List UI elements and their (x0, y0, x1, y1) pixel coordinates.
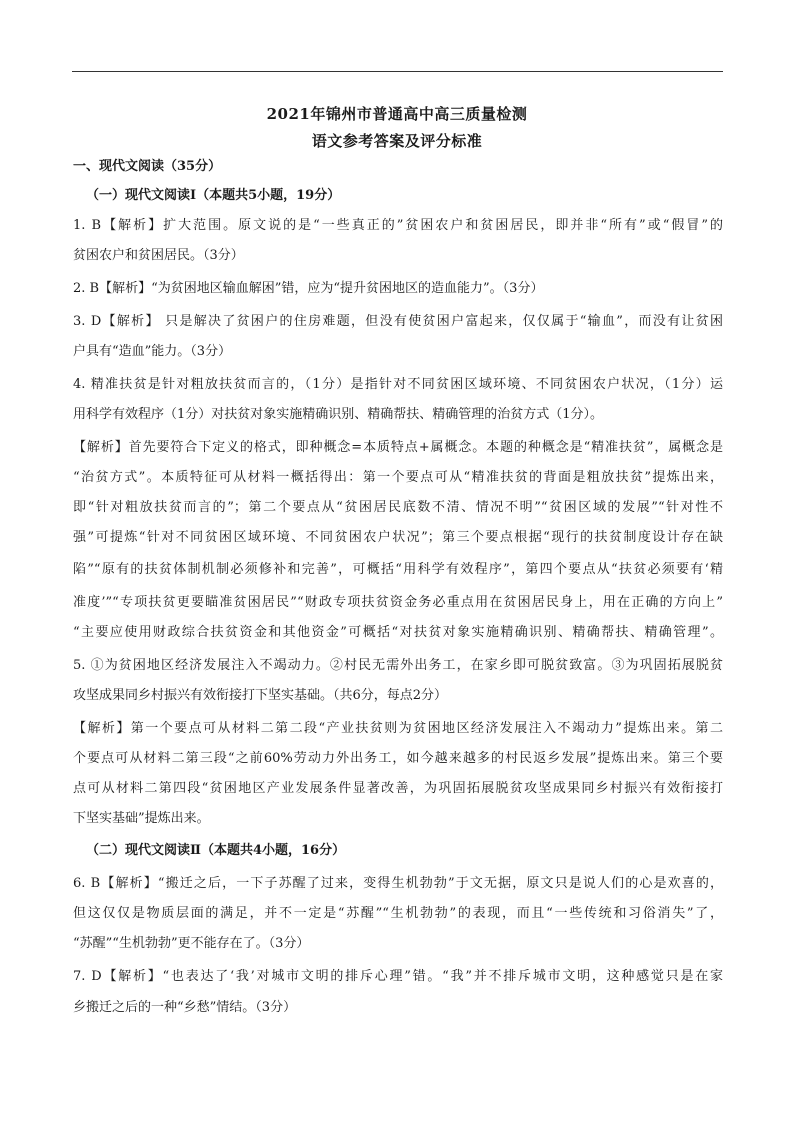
analysis-line: 即“针对粗放扶贫而言的”；第二个要点从“贫困居民底数不清、情况不明”“贫困区域的发展”“针对性不 (73, 500, 723, 515)
analysis-line: 准度’”“专项扶贫更要瞄准贫困居民”“财政专项扶贫资金务必重点用在贫困居民身上，用在正确的方向上” (73, 595, 723, 610)
analysis-line: “主要应使用财政综合扶贫资金和其他资金”可概括“对扶贫对象实施精确识别、精确帮扶、精确管理”。 (73, 625, 723, 640)
analysis-line: 点可从材料二第四段“贫困地区产业发展条件显著改善，为巩固拓展脱贫攻坚成果同乡村振兴有效衔接打 (73, 781, 723, 796)
answer-line: “苏醒”“生机勃勃”更不能存在了。（3分） (73, 936, 310, 951)
answer-line: 攻坚成果同乡村振兴有效衔接打下坚实基础。（共6分，每点2分） (73, 688, 448, 703)
analysis-line: “治贫方式”。本质特征可从材料一概括得出：第一个要点可从“精准扶贫的背面是粗放扶贫”提炼出来， (73, 470, 723, 485)
answer-line: 户具有“造血”能力。（3分） (73, 344, 232, 359)
analysis-line: 【解析】首先要符合下定义的格式，即种概念=本质特点+属概念。本题的种概念是“精准扶贫”，属概念是 (73, 440, 723, 455)
answer-line: 贫困农户和贫困居民。（3分） (73, 248, 244, 263)
analysis-line: 个要点可从材料二第三段“之前60%劳动力外出务工，如今越来越多的村民返乡发展”提炼出来。第三个要 (73, 751, 723, 766)
answer-line: 2. B【解析】“为贫困地区输血解困”错，应为“提升贫困地区的造血能力”。（3分） (73, 281, 544, 296)
answer-line: 3. D【解析】 只是解决了贫困户的住房难题，但没有使贫困户富起来，仅仅属于“输血”，而没有让贫困 (73, 314, 723, 329)
answer-line: 但这仅仅是物质层面的满足，并不一定是“苏醒”“生机勃勃”的表现，而且“一些传统和习俗消失”了， (73, 906, 723, 921)
analysis-line: 陷”“原有的扶贫体制机制必须修补和完善”，可概括“用科学有效程序”，第四个要点从“扶贫必须要有‘精 (73, 562, 723, 577)
header-rule (72, 71, 723, 72)
section-heading: 一、现代文阅读（35分） (73, 159, 222, 174)
answer-line: 乡搬迁之后的一种“乡愁”情结。（3分） (73, 1000, 297, 1015)
answer-line: 5. ①为贫困地区经济发展注入不竭动力。②村民无需外出务工，在家乡即可脱贫致富。③为巩固拓展脱贫 (73, 658, 723, 673)
document-title: 2021年锦州市普通高中高三质量检测 (266, 105, 528, 123)
analysis-line: 强”可提炼“针对不同贫困区域环境、不同贫困农户状况”；第三个要点根据“现行的扶贫制度设计存在缺 (73, 530, 723, 545)
analysis-line: 【解析】第一个要点可从材料二第二段“产业扶贫则为贫困地区经济发展注入不竭动力”提炼出来。第二 (73, 721, 723, 736)
subsection-heading-2: （二）现代文阅读Ⅱ（本题共4小题，16分） (86, 843, 346, 858)
subsection-heading-1: （一）现代文阅读Ⅰ（本题共5小题，19分） (86, 188, 341, 203)
answer-line: 7. D【解析】“也表达了‘我’对城市文明的排斥心理”错。“我”并不排斥城市文明，这种感觉只是在家 (73, 969, 723, 984)
answer-line: 4. 精准扶贫是针对粗放扶贫而言的，（1分）是指针对不同贫困区域环境、不同贫困农户状况，（1分）运 (73, 377, 723, 392)
answer-line: 1. B【解析】扩大范围。原文说的是“一些真正的”贫困农户和贫困居民，即并非“所有”或“假冒”的 (73, 218, 723, 233)
analysis-line: 下坚实基础”提炼出来。 (73, 811, 210, 826)
answer-line: 用科学有效程序（1分）对扶贫对象实施精确识别、精确帮扶、精确管理的治贫方式（1分）。 (73, 407, 604, 422)
answer-line: 6. B【解析】“搬迁之后，一下子苏醒了过来，变得生机勃勃”于文无据，原文只是说人们的心是欢喜的， (73, 876, 723, 891)
document-subtitle: 语文参考答案及评分标准 (311, 132, 483, 150)
